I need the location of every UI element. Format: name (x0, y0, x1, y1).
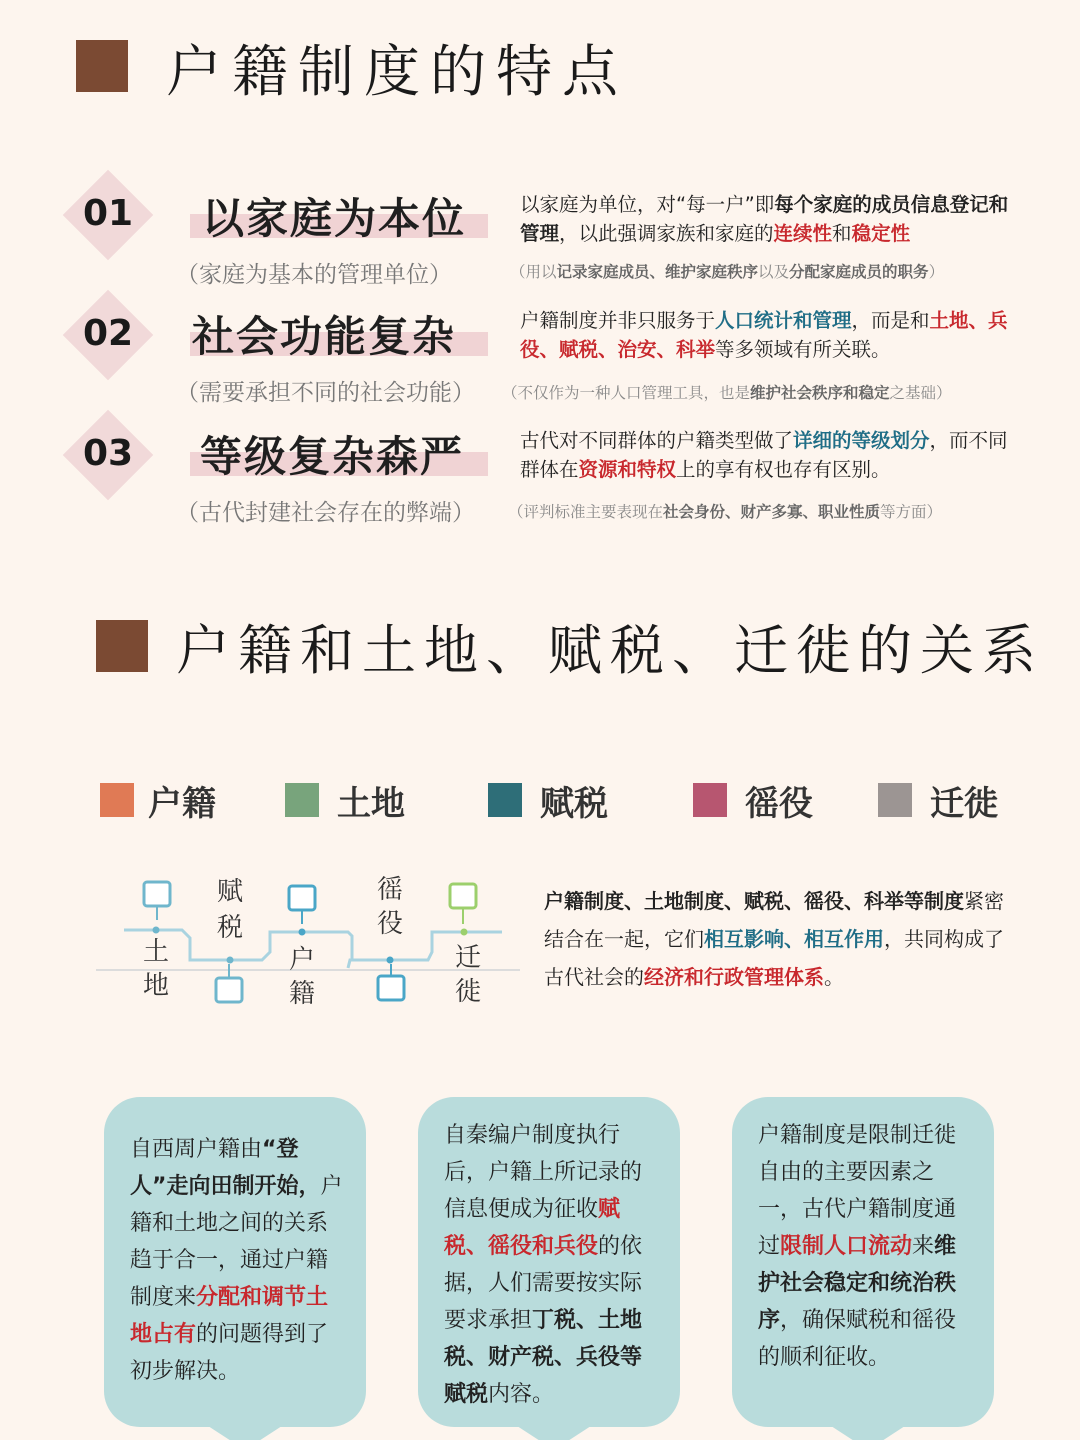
chain-label-char: 赋 (216, 877, 243, 907)
feature-description: 以家庭为单位，对“每一户”即每个家庭的成员信息登记和管理，以此强调家族和家庭的连续性和稳定性 (520, 193, 1009, 245)
feature-title: 社会功能复杂 (192, 312, 457, 361)
feature-number: 03 (82, 433, 134, 474)
legend-swatch (878, 783, 912, 817)
chain-label-char: 地 (142, 971, 169, 1001)
feature-title: 以家庭为本位 (202, 194, 467, 243)
section-marker (96, 620, 148, 672)
chain-label-char: 役 (376, 909, 403, 939)
chain-label-char: 税 (216, 913, 243, 943)
feature-title: 等级复杂森严 (200, 432, 465, 481)
bubble-tail (828, 1424, 908, 1440)
legend-swatch (285, 783, 319, 817)
feature-note: （不仅作为一种人口管理工具，也是维护社会秩序和稳定之基础） (502, 384, 952, 402)
bubble-tail (205, 1424, 285, 1440)
chain-label-char: 徭 (376, 875, 403, 905)
chain-marker-icon (289, 886, 315, 924)
section-marker (76, 40, 128, 92)
legend-label: 户籍 (148, 784, 216, 824)
feature-description: 古代对不同群体的户籍类型做了详细的等级划分，而不同群体在资源和特权上的享有权也存有区别。 (520, 429, 1008, 481)
feature-subtitle: （古代封建社会存在的弊端） (176, 500, 475, 526)
legend-swatch (488, 783, 522, 817)
legend-swatch (693, 783, 727, 817)
feature-description: 户籍制度并非只服务于人口统计和管理，而是和土地、兵役、赋税、治安、科举等多领域有所关联。 (520, 309, 1008, 361)
chain-marker-icon (144, 882, 170, 920)
legend-label: 徭役 (745, 784, 813, 824)
info-bubble: 自西周户籍由“登人”走向田制开始，户籍和土地之间的关系趋于合一，通过户籍制度来分配和调节土地占有的问题得到了初步解决。 (104, 1097, 366, 1427)
chain-label-char: 土 (142, 937, 169, 967)
legend-label: 赋税 (540, 784, 608, 824)
chain-label-char: 徙 (454, 977, 481, 1007)
legend-label: 迁徙 (930, 784, 998, 824)
chain-label-char: 户 (288, 945, 315, 975)
section-title: 户籍制度的特点 (166, 40, 628, 105)
bubble-tail (514, 1424, 594, 1440)
feature-number: 01 (82, 193, 134, 234)
chain-label-char: 迁 (454, 943, 481, 973)
feature-note: （用以记录家庭成员、维护家庭秩序以及分配家庭成员的职务） (510, 263, 945, 281)
info-bubble: 户籍制度是限制迁徙自由的主要因素之一，古代户籍制度通过限制人口流动来维护社会稳定和统治秩序，确保赋税和徭役的顺利征收。 (732, 1097, 994, 1427)
legend-label: 土地 (337, 784, 405, 824)
chain-marker-icon (450, 884, 476, 924)
chain-label-char: 籍 (288, 979, 315, 1009)
legend-swatch (100, 783, 134, 817)
info-bubble: 自秦编户制度执行后，户籍上所记录的信息便成为征收赋税、徭役和兵役的依据，人们需要按实际要求承担丁税、土地税、财产税、兵役等赋税内容。 (418, 1097, 680, 1427)
relation-description: 户籍制度、土地制度、赋税、徭役、科举等制度紧密结合在一起，它们相互影响、相互作用，共同构成了古代社会的经济和行政管理体系。 (544, 889, 1004, 989)
feature-number: 02 (82, 313, 134, 354)
feature-note: （评判标准主要表现在社会身份、财产多寡、职业性质等方面） (508, 503, 943, 521)
section-title: 户籍和土地、赋税、迁徙的关系 (176, 619, 1044, 682)
feature-subtitle: （需要承担不同的社会功能） (176, 380, 475, 406)
feature-subtitle: （家庭为基本的管理单位） (176, 262, 452, 288)
